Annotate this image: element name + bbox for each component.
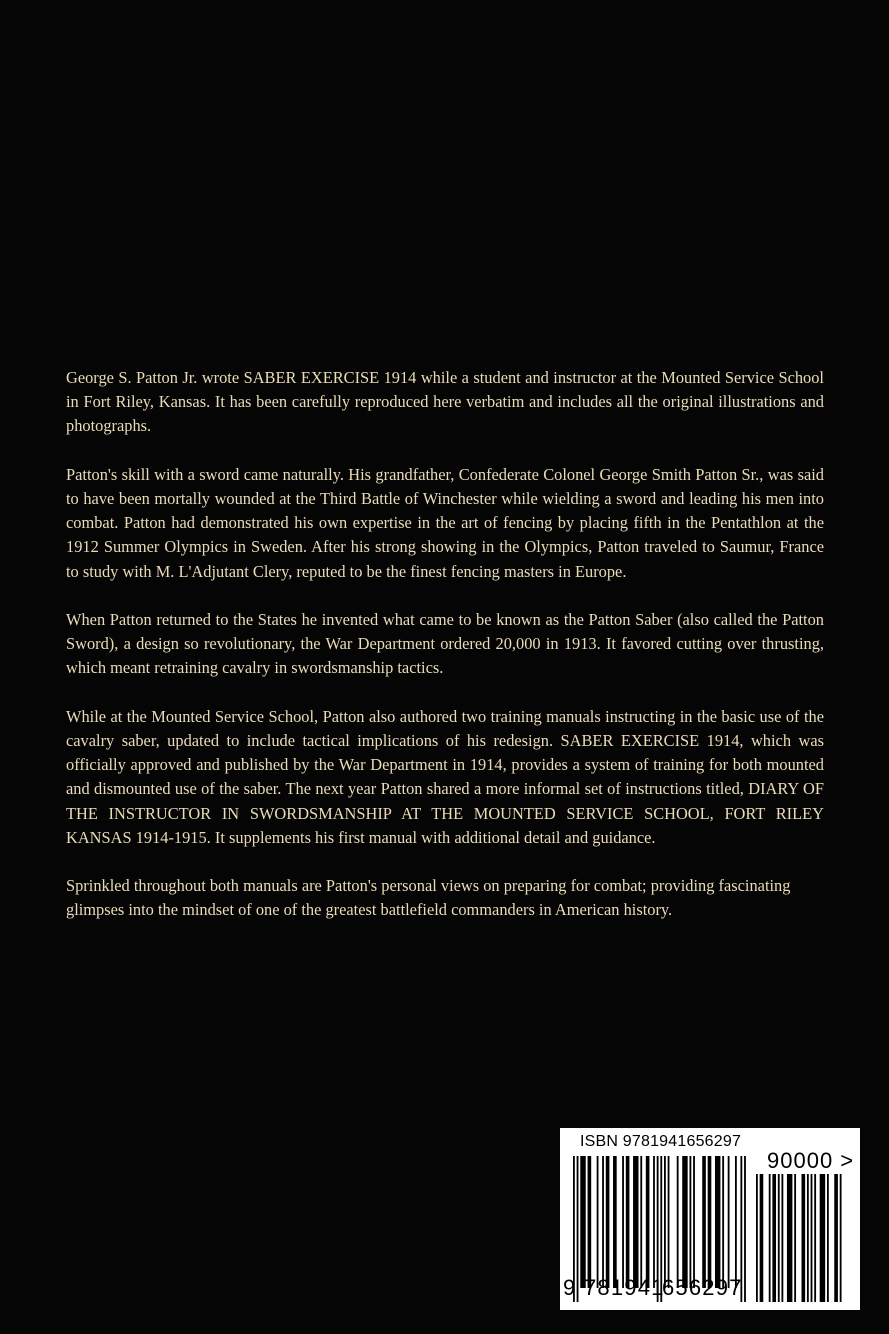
- barcode-bar: [580, 1156, 585, 1288]
- blurb-paragraph-1: George S. Patton Jr. wrote SABER EXERCISE 1914 while a student and instructor at the Mounted Service School in Fort Riley, Kansas. It has been carefully reproduced here verbatim and includes all the original illustrations and photographs.: [66, 368, 824, 436]
- barcode-bar: [820, 1174, 825, 1302]
- blurb-paragraph-4: While at the Mounted Service School, Patton also authored two training manuals instructing in the basic use of the cavalry saber, updated to include tactical implications of his redesign. SABER EXERCISE 1914, which was officially approved and published by the War Department in 1914, provides a system of training for both mounted and dismounted use of the saber. The next year Patton shared a more informal set of instructions titled, DIARY OF THE INSTRUCTOR IN SWORDSMANSHIP AT THE MOUNTED SERVICE SCHOOL, FORT RILEY KANSAS 1914-1915. It supplements his first manual with additional detail and guidance.: [66, 706, 824, 847]
- barcode-bar: [622, 1156, 624, 1288]
- ean-digits-right: 656297: [662, 1275, 743, 1300]
- barcode-bar: [664, 1156, 666, 1288]
- blurb-paragraph-3: When Patton returned to the States he invented what came to be known as the Patton Saber (also called the Patton Sword), a design so revolutionary, the War Department ordered 20,000 in 1913. It favored cutting over thrusting, which meant retraining cavalry in swordsmanship tactics.: [66, 610, 824, 678]
- barcode-bar: [677, 1156, 679, 1288]
- barcode-bar: [602, 1156, 604, 1288]
- barcode-bar: [802, 1174, 806, 1302]
- blurb-paragraph-2: Patton's skill with a sword came naturally. His grandfather, Confederate Colonel George Smith Patton Sr., was said to have been mortally wounded at the Third Battle of Winchester while wielding a sword and leading his men into combat. Patton had demonstrated his own expertise in the art of fencing by placing fifth in the Pentathlon at the 1912 Summer Olympics in Sweden. After his strong showing in the Olympics, Patton traveled to Saumur, France to study with M. L'Adjutant Clery, reputed to be the finest fencing masters in Europe.: [66, 464, 824, 581]
- barcode-bar: [735, 1156, 737, 1288]
- barcode-bar: [597, 1156, 599, 1288]
- barcode-bar: [708, 1156, 712, 1288]
- barcode-bar: [646, 1156, 650, 1288]
- price-code: 90000 >: [767, 1148, 855, 1173]
- barcode-bar: [693, 1156, 695, 1288]
- barcode-bar: [689, 1156, 691, 1288]
- barcode-bar: [715, 1156, 720, 1288]
- barcode-bar: [794, 1174, 796, 1302]
- isbn-barcode: [560, 1128, 860, 1310]
- isbn-label: ISBN 9781941656297: [580, 1133, 742, 1150]
- barcode-bar: [814, 1174, 816, 1302]
- barcode-bar: [772, 1174, 776, 1302]
- barcode-bar: [760, 1174, 764, 1302]
- barcode-bar: [787, 1174, 792, 1302]
- barcode-bar: [756, 1174, 758, 1302]
- ean-digits: [560, 1275, 750, 1305]
- ean-digit-first: 9: [563, 1275, 576, 1300]
- barcode-bar: [640, 1156, 642, 1288]
- barcode-bar: [613, 1156, 617, 1288]
- barcode-bar: [722, 1156, 724, 1288]
- ean-digits-left: 781941: [584, 1275, 665, 1300]
- barcode-bar: [633, 1156, 638, 1288]
- barcode-bar: [626, 1156, 630, 1288]
- barcode-bar: [769, 1174, 771, 1302]
- barcode-bar: [682, 1156, 687, 1288]
- barcode-bar: [840, 1174, 842, 1302]
- barcode-bar: [702, 1156, 706, 1288]
- barcode-bar: [834, 1174, 838, 1302]
- blurb-text: [66, 366, 824, 947]
- barcode-bar: [668, 1156, 670, 1288]
- barcode-bar: [827, 1174, 829, 1302]
- barcode-bar: [653, 1156, 655, 1288]
- barcode-bar: [811, 1174, 813, 1302]
- barcode-bar: [606, 1156, 610, 1288]
- barcode-bar: [781, 1174, 783, 1302]
- barcode-bar: [778, 1174, 780, 1302]
- barcode-bar: [807, 1174, 809, 1302]
- blurb-paragraph-5: Sprinkled throughout both manuals are Patton's personal views on preparing for combat; providing fascinating glimpses into the mindset of one of the greatest battlefield commanders in American history.: [66, 876, 791, 920]
- barcode-bar: [588, 1156, 592, 1288]
- barcode-bar: [728, 1156, 730, 1288]
- addon-bars: [756, 1174, 846, 1304]
